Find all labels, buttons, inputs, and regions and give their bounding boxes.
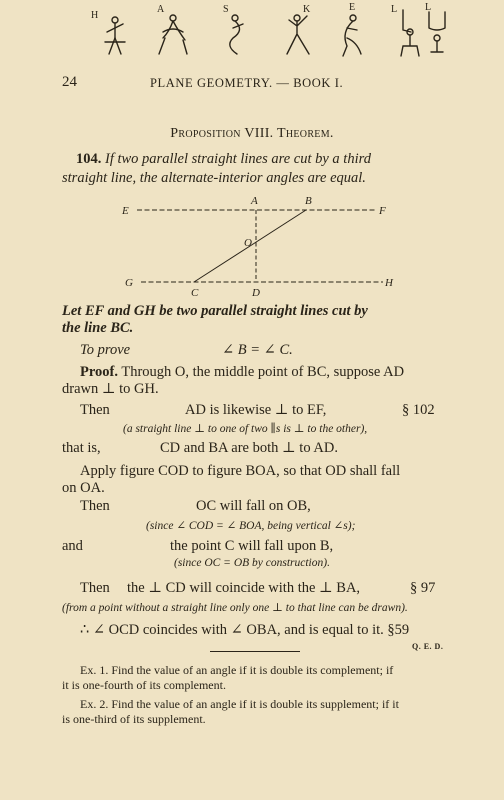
exercise-2-line-1: Ex. 2. Find the value of an angle if it is double its supplement; if it xyxy=(80,697,399,711)
label-a: A xyxy=(251,195,258,207)
doodle-figure-3 xyxy=(230,15,243,54)
doodle-figure-7 xyxy=(429,12,445,52)
margin-doodles xyxy=(85,2,465,60)
and-expression: the point C will fall upon B, xyxy=(170,538,334,554)
label-e: E xyxy=(122,205,129,217)
doodle-letter-l2: L xyxy=(425,2,432,13)
proof-line-2: drawn ⊥ to GH. xyxy=(62,381,159,397)
proposition-statement-1: If two parallel straight lines are cut by a third xyxy=(105,151,371,167)
proposition-number: 104. xyxy=(76,151,102,167)
section-rule xyxy=(210,651,300,652)
doodle-figure-2 xyxy=(159,15,187,54)
exercise-2-line-2: is one-third of its supplement. xyxy=(62,712,206,726)
apply-line-2: on OA. xyxy=(62,480,105,496)
and-label: and xyxy=(62,538,83,554)
note-1: (a straight line ⊥ to one of two ∥s is ⊥ to the other), xyxy=(123,423,368,435)
running-title: PLANE GEOMETRY. — BOOK I. xyxy=(150,76,344,90)
label-b: B xyxy=(305,195,312,207)
label-c: C xyxy=(191,287,199,299)
proof-label: Proof. xyxy=(80,364,118,380)
doodle-figure-4 xyxy=(287,15,309,54)
note-4: (from a point without a straight line only one ⊥ to that line can be drawn). xyxy=(62,602,408,614)
then-2-expression: OC will fall on OB, xyxy=(196,498,311,514)
thatis-label: that is, xyxy=(62,440,101,456)
then-3-expression: the ⊥ CD will coincide with the ⊥ BA, xyxy=(127,580,361,596)
doodle-letter-h: H xyxy=(91,10,99,21)
conclusion: ∴ ∠ OCD coincides with ∠ OBA, and is equal to it. §59 xyxy=(80,622,410,638)
doodle-letter-e: E xyxy=(349,2,356,13)
note-3: (since OC = OB by construction). xyxy=(174,557,330,569)
doodle-figure-1 xyxy=(105,17,125,54)
doodle-letter-a: A xyxy=(157,4,165,15)
to-prove-expression: ∠ B = ∠ C. xyxy=(222,342,293,358)
label-h: H xyxy=(385,277,393,289)
then-3-label: Then xyxy=(80,580,110,596)
then-1-expression: AD is likewise ⊥ to EF, xyxy=(185,402,327,418)
proposition-statement-line-1 xyxy=(76,151,371,168)
thatis-expression: CD and BA are both ⊥ to AD. xyxy=(160,440,338,456)
label-g: G xyxy=(125,277,133,289)
label-d: D xyxy=(252,287,260,299)
proposition-title: Proposition VIII. Theorem. xyxy=(170,126,334,141)
note-2: (since ∠ COD = ∠ BOA, being vertical ∠s); xyxy=(146,520,356,532)
apply-line-1: Apply figure COD to figure BOA, so that OD shall fall xyxy=(80,463,401,479)
let-line-1: Let EF and GH be two parallel straight lines cut by xyxy=(62,303,368,319)
to-prove-label: To prove xyxy=(80,342,131,358)
then-3-reference: § 97 xyxy=(410,580,436,596)
then-1-reference: § 102 xyxy=(402,402,435,418)
doodle-figure-6 xyxy=(401,10,419,56)
proof-text-1: Through O, the middle point of BC, suppose AD xyxy=(121,364,405,380)
then-1-label: Then xyxy=(80,402,110,418)
then-2-label: Then xyxy=(80,498,110,514)
exercise-1-line-1: Ex. 1. Find the value of an angle if it is double its complement; if xyxy=(80,663,394,677)
doodle-figure-5 xyxy=(343,15,361,56)
proof-line-1 xyxy=(80,364,404,381)
label-o: O xyxy=(244,237,252,249)
doodle-letter-k: K xyxy=(303,4,311,15)
let-line-2: the line BC. xyxy=(62,320,134,336)
qed-mark: Q. E. D. xyxy=(412,642,444,651)
doodle-letter-l1: L xyxy=(391,4,398,15)
label-f: F xyxy=(379,205,386,217)
doodle-letter-s: S xyxy=(223,4,229,15)
proposition-statement-2: straight line, the alternate-interior angles are equal. xyxy=(62,170,366,186)
exercise-1-line-2: it is one-fourth of its complement. xyxy=(62,678,226,692)
geometry-figure xyxy=(115,190,405,302)
page-number: 24 xyxy=(62,74,77,90)
